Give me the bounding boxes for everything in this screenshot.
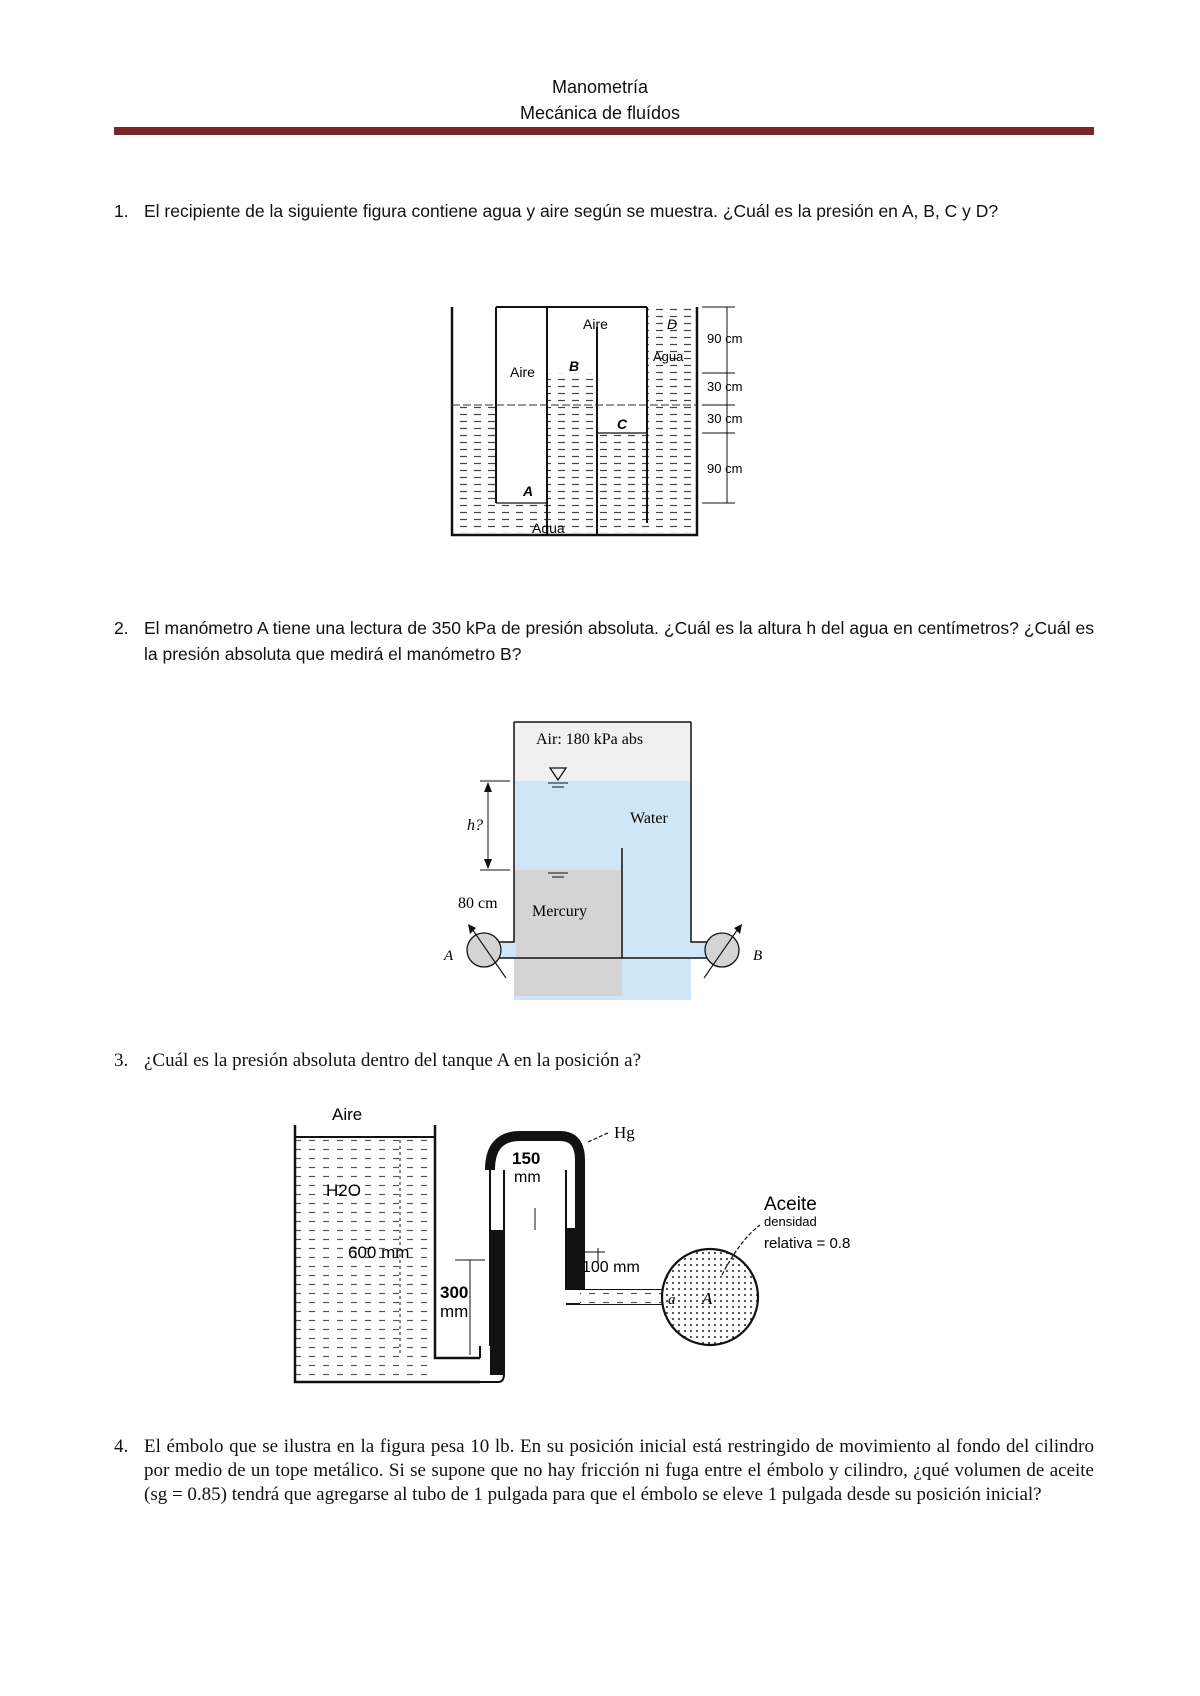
question-text: El manómetro A tiene una lectura de 350 kPa de presión absoluta. ¿Cuál es la altura h del agua en centímetros? ¿Cuál es la presión absoluta que medirá el manómetro B? — [144, 618, 1094, 664]
dim-label-90cm-top: 90 cm — [707, 331, 743, 346]
label-point-b: B — [569, 358, 580, 374]
question-text: El recipiente de la siguiente figura contiene agua y aire según se muestra. ¿Cuál es la presión en A, B, C y D? — [144, 201, 999, 221]
figure-tank-drawing — [440, 710, 780, 1000]
mercury-label: Mercury — [532, 903, 588, 920]
header-title: Manometría — [551, 77, 649, 97]
dimension-80cm-label: 80 cm — [458, 895, 498, 912]
label-point-d: D — [667, 316, 678, 332]
question-1 — [114, 198, 1094, 224]
dimension-300-unit: mm — [440, 1302, 469, 1321]
figure-container-drawing — [445, 285, 805, 585]
label-relativa: relativa = 0.8 — [764, 1235, 851, 1252]
dimension-600mm: 600 mm — [348, 1243, 410, 1262]
water-label: Water — [630, 810, 668, 827]
question-text: ¿Cuál es la presión absoluta dentro del tanque A en la posición a? — [144, 1050, 642, 1071]
air-pressure-label: Air: 180 kPa abs — [536, 731, 644, 748]
gauge-b-label: B — [753, 948, 763, 964]
figure-manometer-drawing — [280, 1100, 960, 1390]
label-point-a: a — [668, 1292, 676, 1308]
question-number: 2. — [114, 618, 129, 638]
dim-label-30cm-2: 30 cm — [707, 411, 743, 426]
figure-tank-hg-manometer — [280, 1100, 960, 1390]
question-2 — [114, 615, 1094, 667]
label-h2o: H2O — [326, 1181, 361, 1200]
figure-container-water-air — [445, 285, 805, 585]
label-hg: Hg — [614, 1123, 635, 1142]
dimension-300: 300 — [440, 1283, 469, 1302]
h-label: h? — [467, 817, 483, 834]
dimension-150: 150 — [512, 1149, 541, 1168]
label-densidad: densidad — [764, 1214, 817, 1229]
dimension-150-unit: mm — [514, 1169, 541, 1186]
header-divider — [114, 127, 1094, 135]
question-number: 1. — [114, 201, 129, 221]
question-number: 4. — [114, 1436, 129, 1457]
question-text: El émbolo que se ilustra en la figura pesa 10 lb. En su posición inicial está restringido de movimiento al fondo del cilindro por medio de un tope metálico. Si se supone que no hay fricción ni fuga entre el émbolo y cilindro, ¿qué volumen de aceite (sg = 0.85) tendrá que agregarse al tubo de 1 pulgada para que el émbolo se eleve 1 pulgada desde su posición inicial? — [144, 1436, 1094, 1505]
label-point-c: C — [617, 416, 628, 432]
dimension-100mm: 100 mm — [582, 1259, 640, 1276]
dim-label-90cm-bottom: 90 cm — [707, 461, 743, 476]
label-agua-right: Agua — [653, 349, 684, 364]
figure-tank-manometers — [440, 710, 780, 1000]
header-subtitle: Mecánica de fluídos — [519, 103, 681, 123]
question-4 — [114, 1435, 1094, 1507]
label-aire: Aire — [332, 1105, 363, 1124]
label-aceite: Aceite — [764, 1194, 817, 1215]
label-aire-left: Aire — [510, 364, 535, 380]
label-agua-bottom: Agua — [532, 520, 565, 536]
page-header — [0, 74, 1200, 126]
question-number: 3. — [114, 1050, 129, 1071]
question-3 — [114, 1048, 1094, 1074]
label-tank-a: A — [702, 1289, 713, 1308]
label-aire-top: Aire — [583, 316, 608, 332]
dim-label-30cm-1: 30 cm — [707, 379, 743, 394]
label-point-a: A — [523, 483, 534, 499]
gauge-a-label: A — [444, 948, 454, 964]
